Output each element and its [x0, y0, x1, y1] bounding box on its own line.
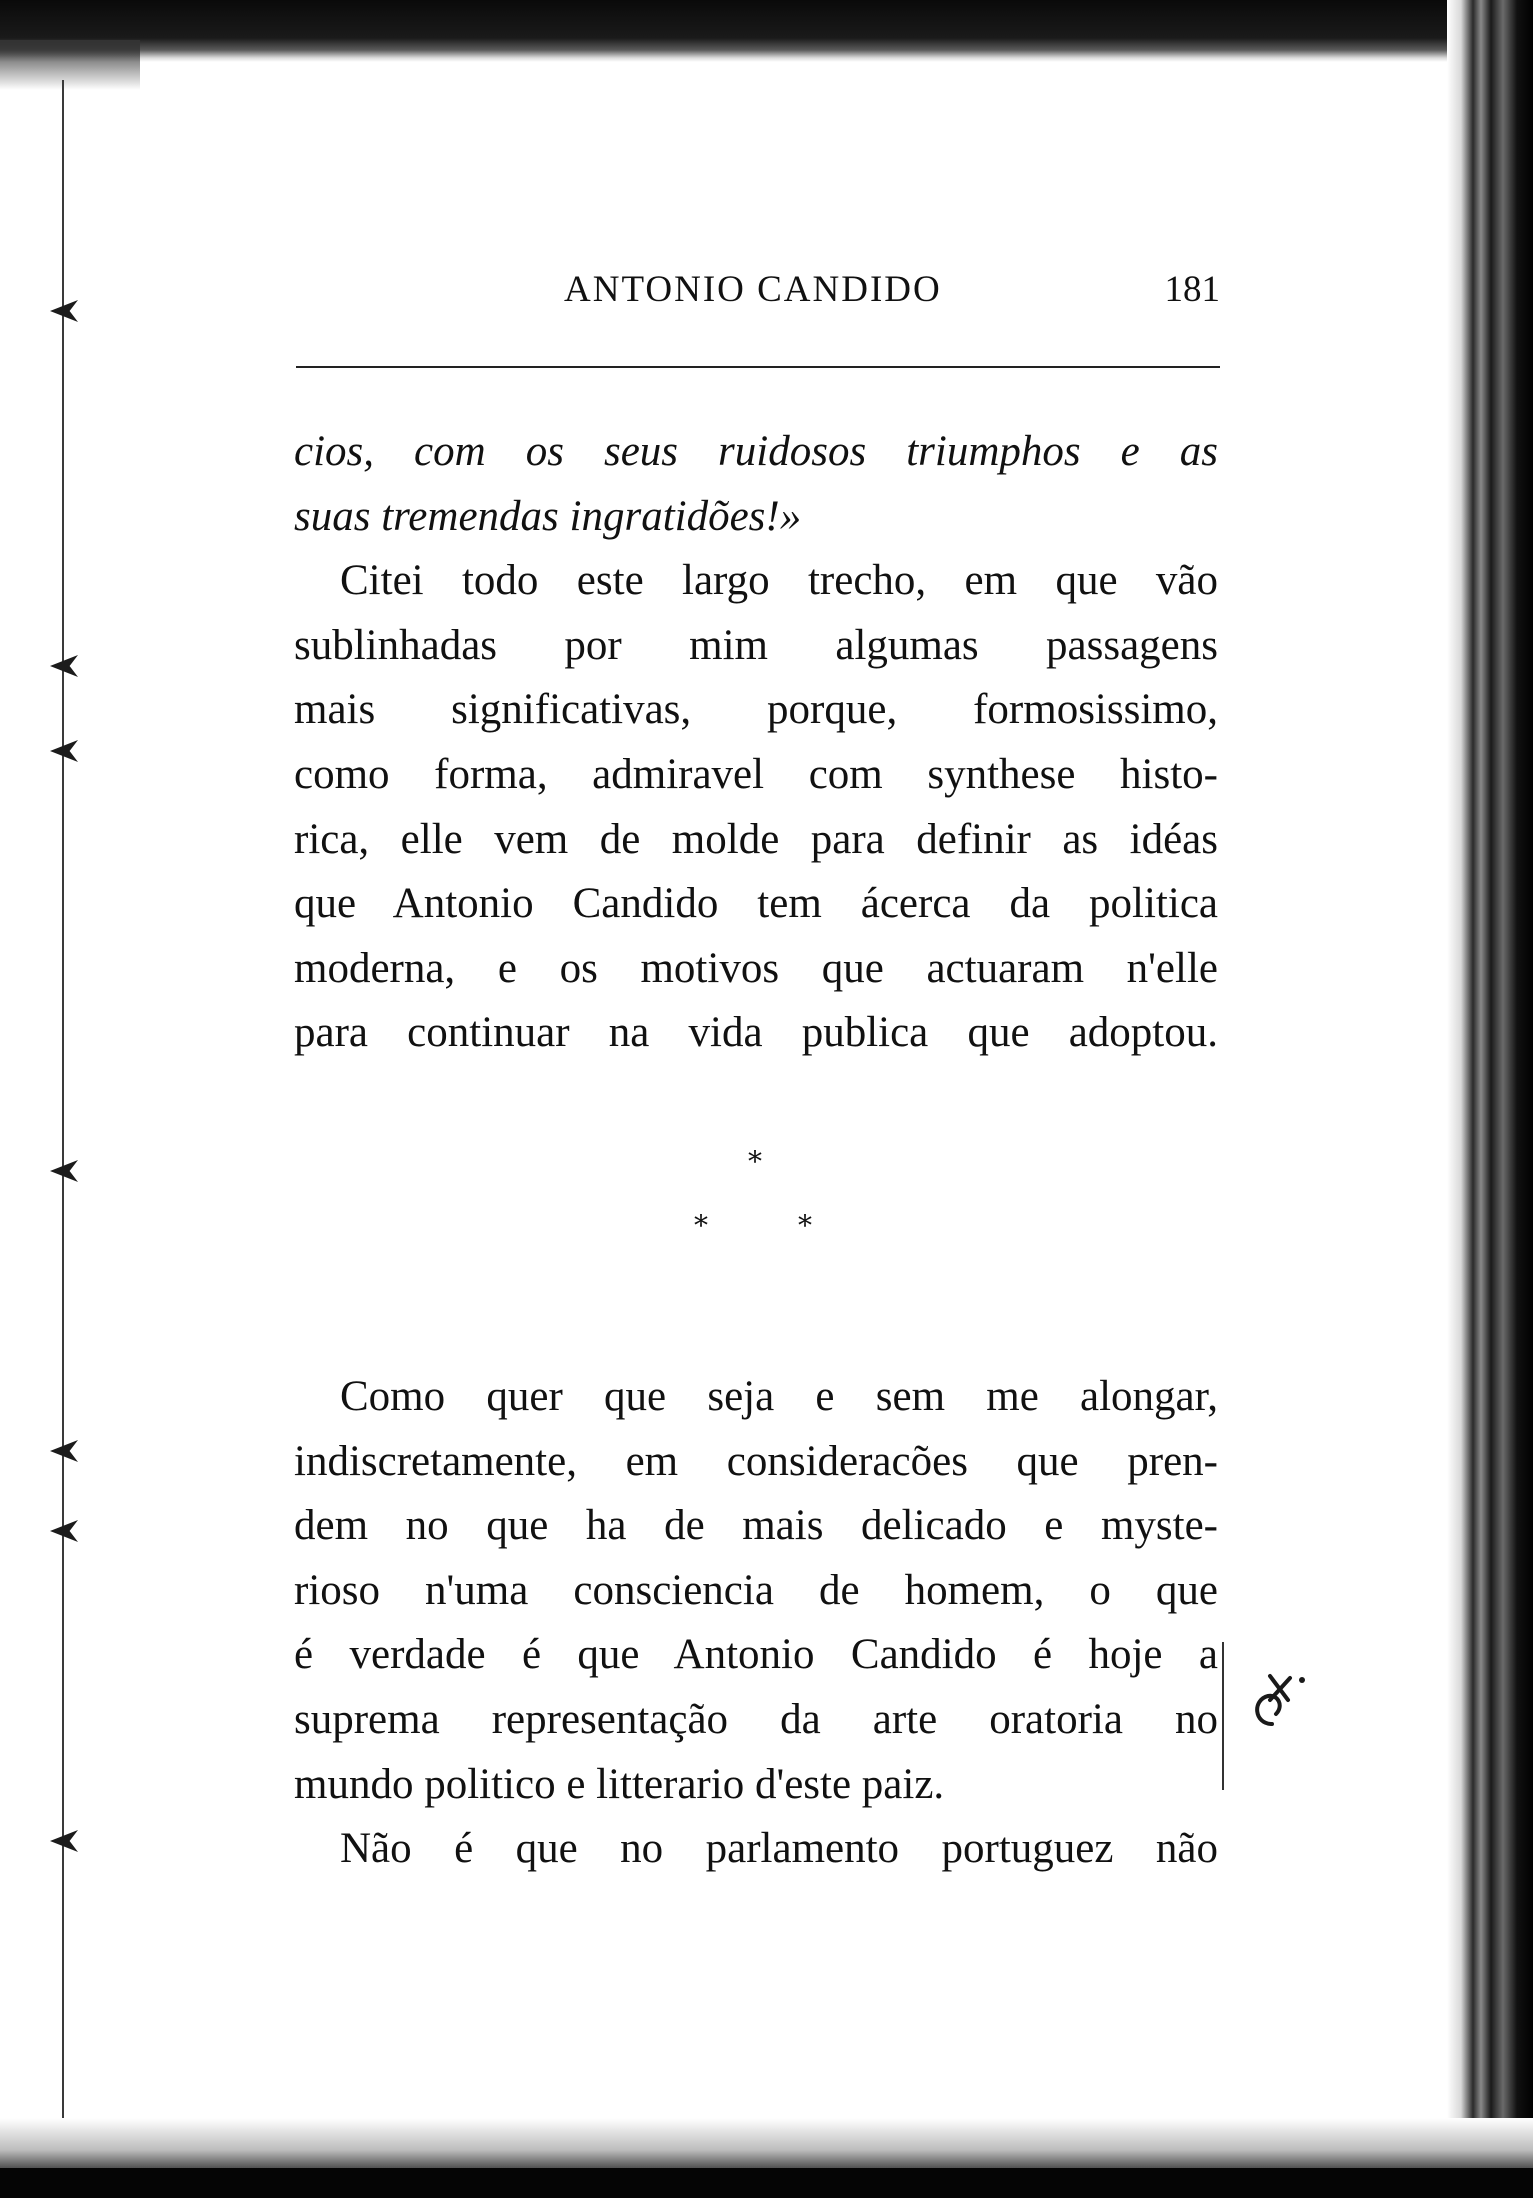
asterism-star: *: [694, 1209, 708, 1242]
text-block-bottom: [294, 1365, 1218, 1882]
page-top-shadow: [0, 40, 140, 90]
text-line: é verdade é que Antonio Candido é hoje a: [294, 1631, 1218, 1679]
text-line: suprema representação da arte oratoria no: [294, 1695, 1218, 1743]
page-number: 181: [1164, 269, 1220, 310]
asterism-star: *: [798, 1209, 812, 1242]
text-line: rica, elle vem de molde para definir as idéas: [294, 815, 1218, 863]
binding-thread-mark: [50, 740, 78, 762]
text-line: cios, com os seus ruidosos triumphos e as: [294, 428, 1218, 475]
binding-thread-mark: [50, 1440, 78, 1462]
text-line: mais significativas, porque, formosissimo,: [294, 686, 1218, 734]
text-line: Citei todo este largo trecho, em que vão: [340, 557, 1218, 605]
asterism-star: *: [748, 1145, 762, 1178]
text-line: como forma, admiravel com synthese histo-: [294, 750, 1218, 798]
binding-edge-rule: [62, 80, 64, 2120]
binding-thread-mark: [50, 655, 78, 677]
text-line: moderna, e os motivos que actuaram n'elle: [294, 944, 1218, 992]
text-line: Como quer que seja e sem me alongar,: [340, 1373, 1218, 1420]
text-line: suas tremendas ingratidões!»: [294, 492, 802, 540]
text-line: Não é que no parlamento portuguez não: [340, 1825, 1218, 1873]
margin-bracket: [1222, 1642, 1224, 1790]
header-rule: [296, 366, 1220, 368]
text-line: indiscretamente, em consideracões que pren-: [294, 1437, 1218, 1485]
binding-thread-mark: [50, 1520, 78, 1542]
running-head: [296, 268, 1220, 318]
text-line: para continuar na vida publica que adoptou.: [294, 1009, 1218, 1057]
text-line: mundo politico e litterario d'este paiz.: [294, 1760, 945, 1808]
section-break-asterism: [680, 1145, 840, 1255]
handwritten-mark-icon: [1242, 1666, 1322, 1746]
binding-thread-mark: [50, 1160, 78, 1182]
text-block-top: [294, 420, 1218, 1066]
running-title: ANTONIO CANDIDO: [564, 269, 942, 310]
binding-thread-mark: [50, 1830, 78, 1852]
page-right-edge: [1447, 0, 1533, 2198]
page-top-edge: [0, 0, 1533, 62]
text-line: rioso n'uma consciencia de homem, o que: [294, 1566, 1218, 1614]
binding-thread-mark: [50, 300, 78, 322]
text-line: sublinhadas por mim algumas passagens: [294, 621, 1218, 669]
text-line: que Antonio Candido tem ácerca da politica: [294, 880, 1218, 928]
page-bottom-shadow: [0, 2168, 1533, 2198]
text-line: dem no que ha de mais delicado e myste-: [294, 1502, 1218, 1550]
